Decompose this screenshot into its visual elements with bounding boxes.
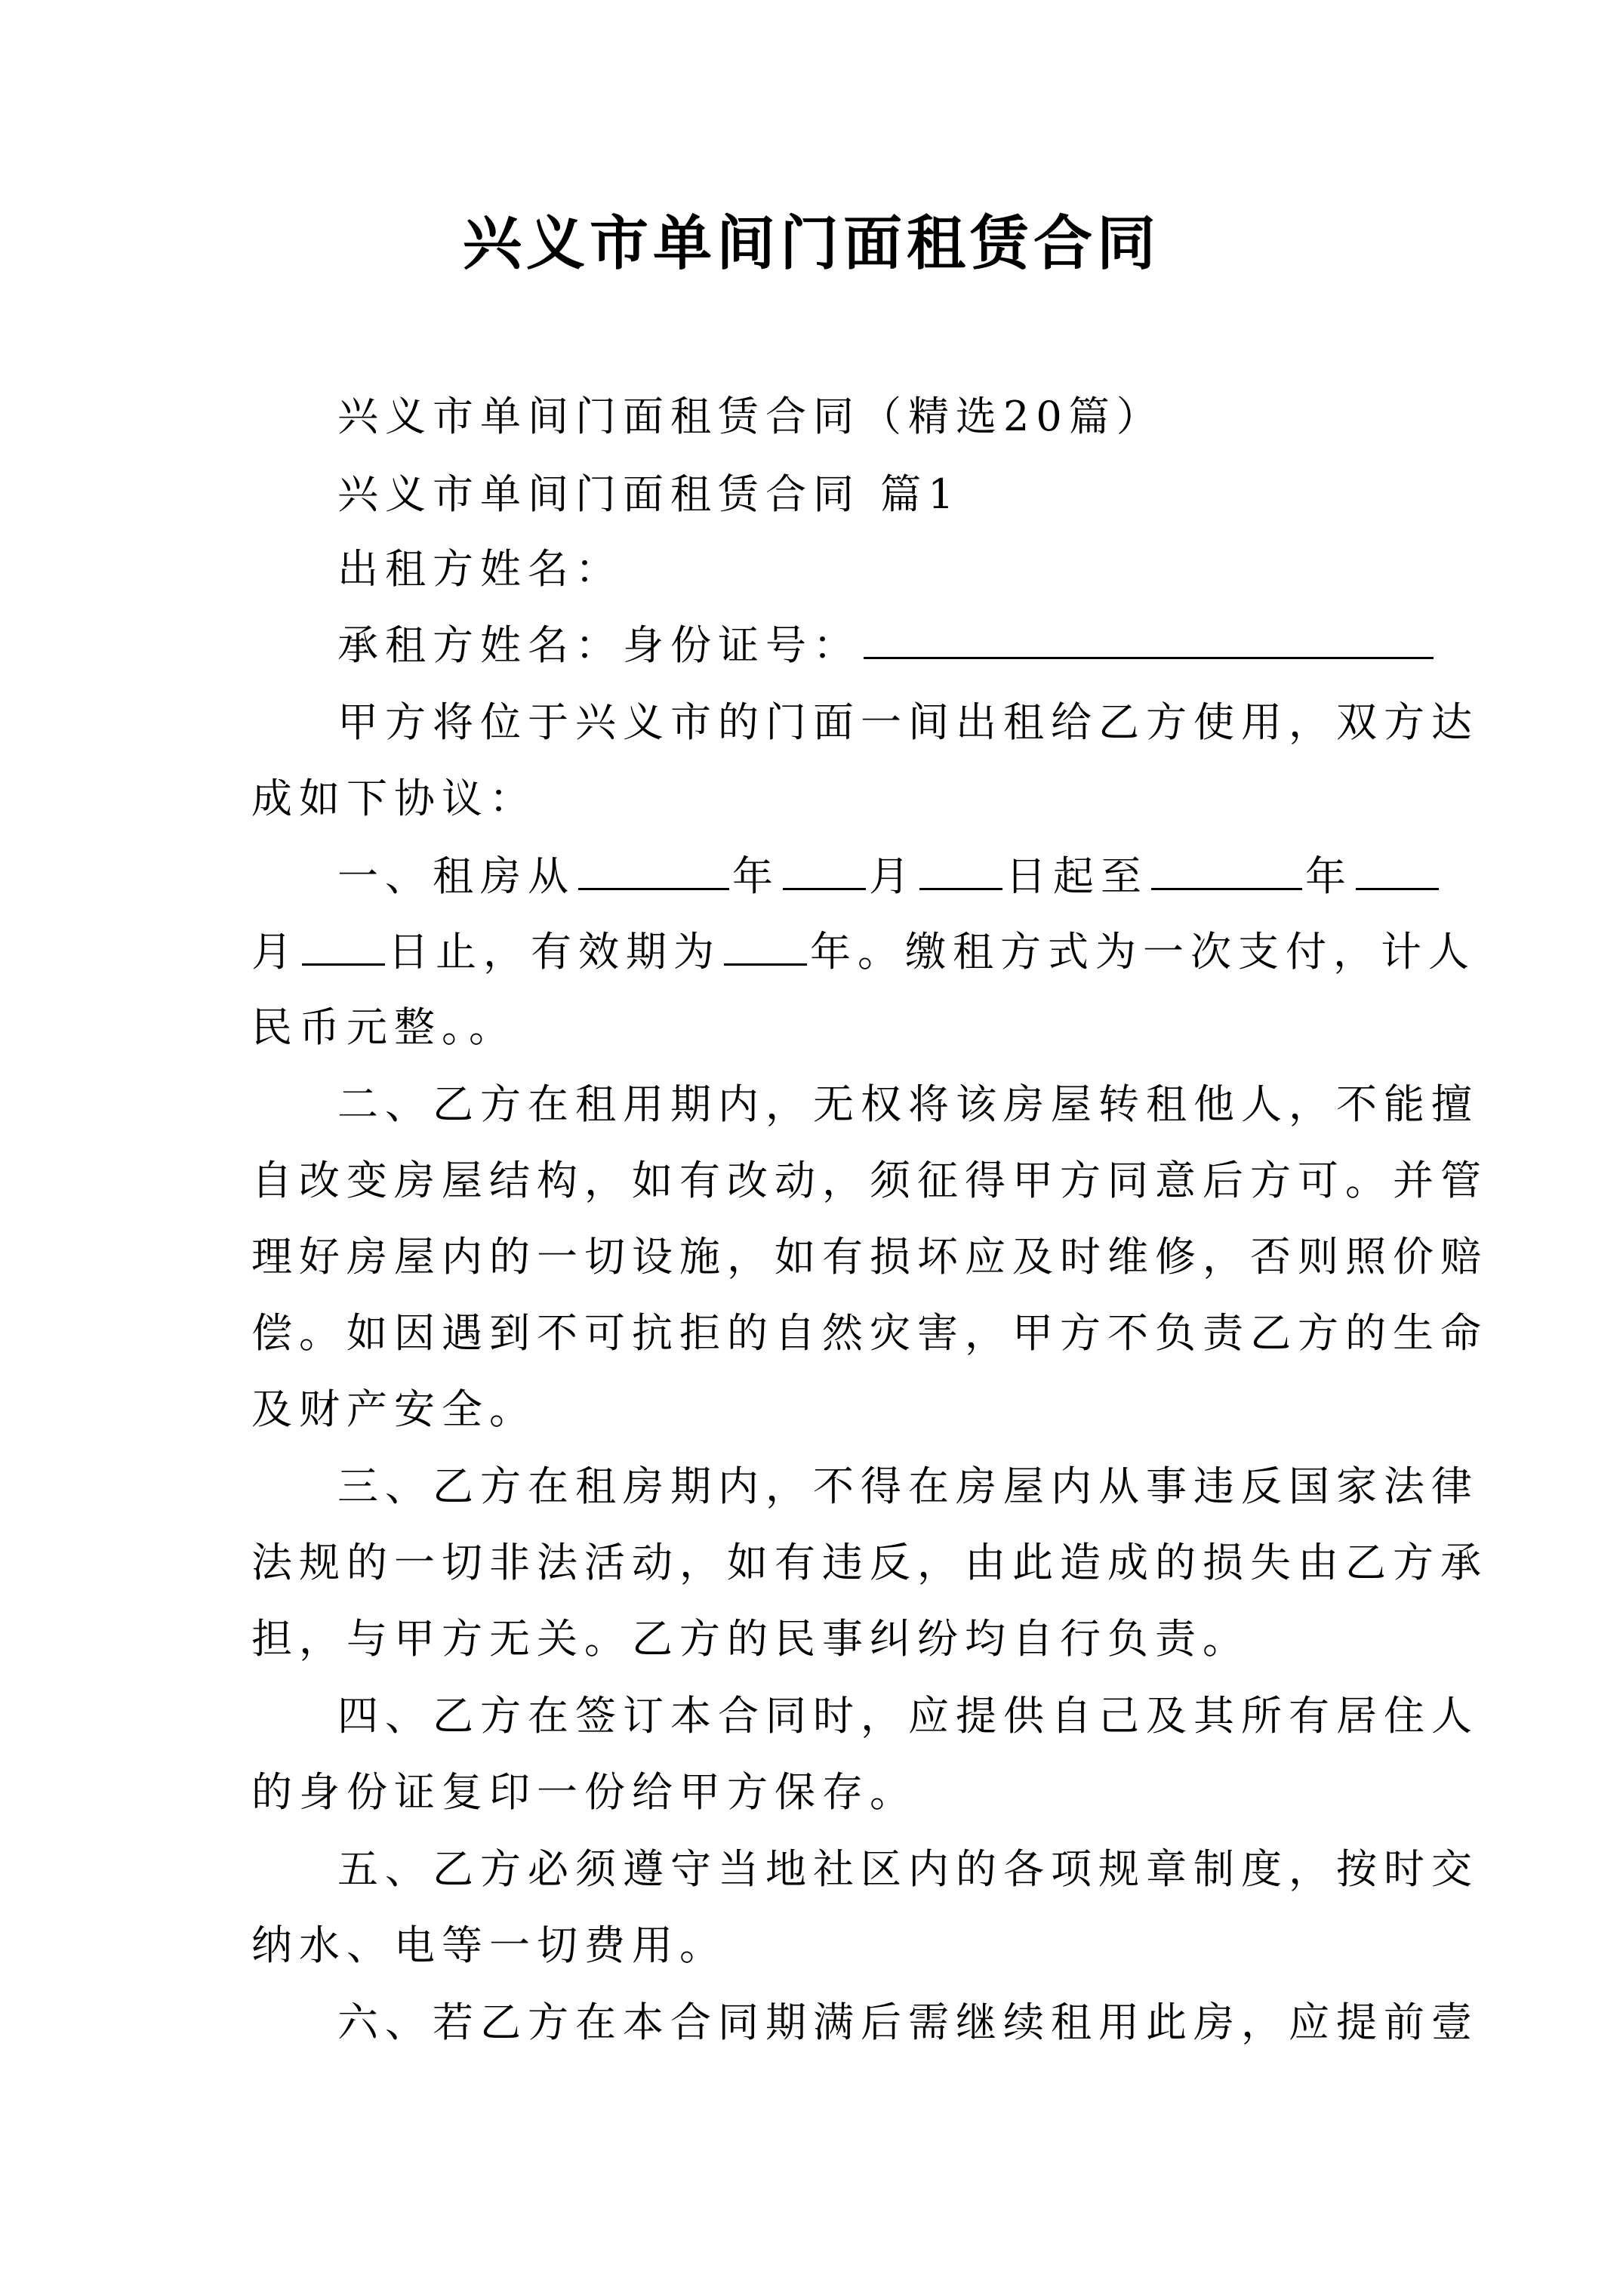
clause3-line-2: 法规的一切非法活动，如有违反，由此造成的损失由乙方承 [251, 1539, 1488, 1586]
term-years-blank[interactable] [724, 921, 807, 966]
clause1-text: 一、租房从 [337, 852, 575, 900]
clause1-text: 日起至 [1006, 852, 1148, 900]
clause2-line-3: 理好房屋内的一切设施，如有损坏应及时维修，否则照价赔 [251, 1233, 1488, 1281]
clause2-line-5: 及财产安全。 [251, 1385, 537, 1433]
clause3-line-1: 三、乙方在租房期内，不得在房屋内从事违反国家法律 [337, 1462, 1479, 1510]
intro-line-2: 成如下协议： [251, 775, 537, 822]
lessee-label: 承租方姓名：身份证号： [337, 621, 861, 669]
end-day-blank[interactable] [302, 921, 385, 966]
clause1-text: 月 [251, 928, 299, 975]
clause1-line-1 [337, 846, 1442, 907]
clause2-line-2: 自改变房屋结构，如有改动，须征得甲方同意后方可。并管 [251, 1157, 1488, 1204]
clause4-line-1: 四、乙方在签订本合同时，应提供自己及其所有居住人 [337, 1692, 1479, 1740]
clause5-line-2: 纳水、电等一切费用。 [251, 1922, 727, 1969]
clause6-line-1: 六、若乙方在本合同期满后需继续租用此房，应提前壹 [337, 1999, 1479, 2046]
clause1-line-3: 民币元整。。 [251, 1003, 516, 1051]
clause1-text: 年。缴租方式为一次支付，计人 [810, 928, 1476, 975]
clause5-line-1: 五、乙方必须遵守当地社区内的各项规章制度，按时交 [337, 1845, 1479, 1893]
intro-line-1: 甲方将位于兴义市的门面一间出租给乙方使用，双方达 [337, 698, 1479, 746]
clause1-text: 年 [1305, 852, 1353, 900]
end-year-blank[interactable] [1151, 846, 1302, 890]
start-month-blank[interactable] [783, 846, 866, 890]
id-number-blank[interactable] [864, 615, 1434, 659]
start-day-blank[interactable] [919, 846, 1002, 890]
clause2-line-4: 偿。如因遇到不可抗拒的自然灾害，甲方不负责乙方的生命 [251, 1309, 1488, 1357]
lessor-name-label: 出租方姓名： [337, 545, 623, 593]
end-month-blank[interactable] [1356, 846, 1439, 890]
clause2-line-1: 二、乙方在租用期内，无权将该房屋转租他人，不能擅 [337, 1080, 1479, 1128]
clause1-text: 日止，有效期为 [388, 928, 721, 975]
lessee-line [337, 615, 1437, 676]
clause1-text: 月 [869, 852, 916, 900]
document-title: 兴义市单间门面租赁合同 [462, 209, 1160, 278]
clause4-line-2: 的身份证复印一份给甲方保存。 [251, 1768, 917, 1816]
clause1-line-2 [251, 921, 1476, 982]
start-year-blank[interactable] [578, 846, 729, 890]
clause3-line-3: 担，与甲方无关。乙方的民事纠纷均自行负责。 [251, 1615, 1250, 1663]
subtitle: 兴义市单间门面租赁合同（精选20篇） [337, 393, 1164, 440]
section-heading: 兴义市单间门面租赁合同 篇1 [337, 470, 961, 518]
clause1-text: 年 [732, 852, 780, 900]
